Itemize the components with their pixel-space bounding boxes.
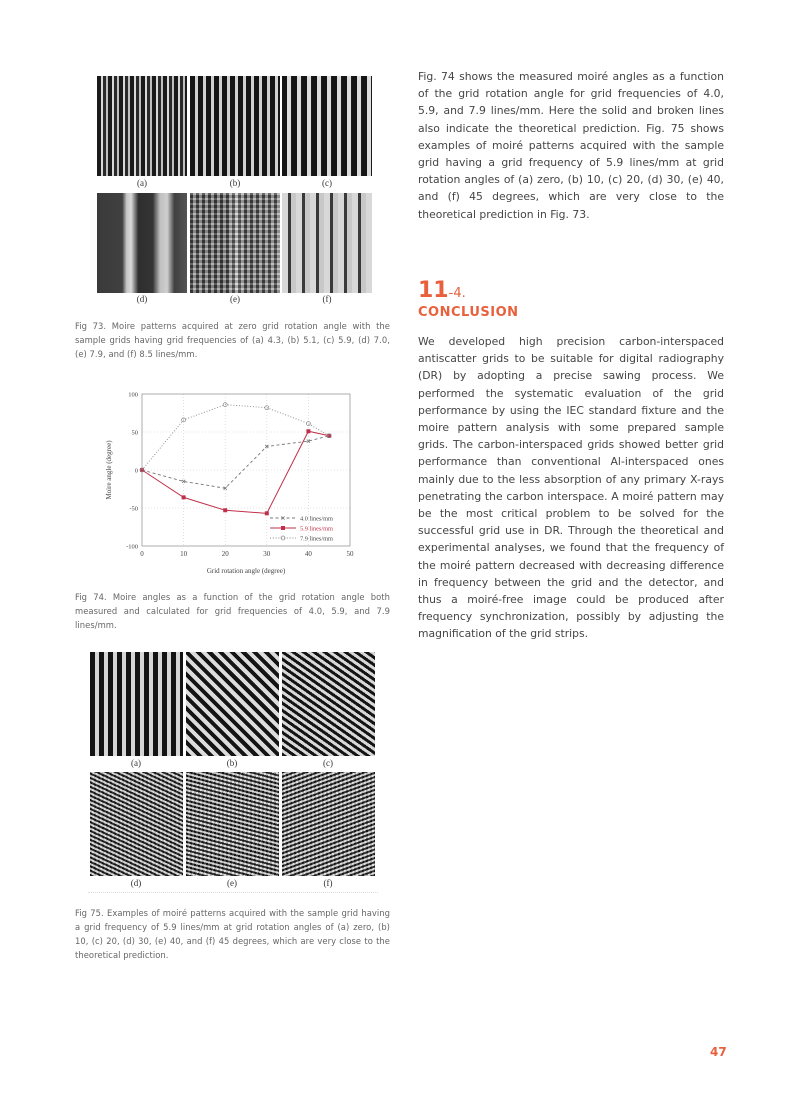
- x-tick-label: 20: [221, 550, 229, 558]
- y-tick-label: 50: [131, 429, 138, 437]
- data-point: [306, 429, 310, 433]
- fig73-image-a: [97, 76, 187, 176]
- fig75-image-e: [186, 772, 279, 876]
- page-number: 47: [710, 1045, 727, 1059]
- legend-label: 4.0 lines/mm: [300, 515, 333, 523]
- section-number-major: 11: [418, 278, 449, 303]
- fig75-image-c: [282, 652, 375, 756]
- legend-item: [270, 526, 333, 533]
- x-tick-label: 0: [140, 550, 144, 558]
- series-line: [142, 405, 329, 470]
- fig73-sublabel-e: (e): [230, 294, 240, 304]
- y-tick-label: 100: [128, 391, 138, 399]
- fig75-image-f: [282, 772, 375, 876]
- legend-item: [270, 536, 333, 543]
- fig73-image-b: [190, 76, 280, 176]
- data-point: [223, 508, 227, 512]
- fig75-image-d: [90, 772, 183, 876]
- section-heading: [418, 280, 519, 321]
- fig74-caption: Fig 74. Moire angles as a function of the grid rotation angle both measured and calculated for grid frequencies of 4.0, 5.9, and 7.9 lines/mm.: [75, 592, 390, 630]
- data-point: [265, 511, 269, 515]
- section-number-minor: -4.: [448, 286, 466, 301]
- legend-label: 7.9 lines/mm: [300, 535, 333, 543]
- legend-label: 5.9 lines/mm: [300, 525, 333, 533]
- fig73-image-d: [97, 193, 187, 293]
- fig73-image-c: [282, 76, 372, 176]
- y-axis-label: Moire angle (degree): [105, 440, 113, 500]
- fig75-sublabel-b: (b): [226, 758, 238, 768]
- x-tick-label: 30: [263, 550, 271, 558]
- y-tick-label: 0: [134, 467, 138, 475]
- x-tick-label: 10: [180, 550, 188, 558]
- fig75-image-a: [90, 652, 183, 756]
- data-point: [182, 495, 186, 499]
- fig74-chart: [100, 385, 380, 580]
- fig75-sublabel-c: (c): [323, 758, 333, 768]
- x-tick-label: 40: [304, 550, 312, 558]
- fig73-sublabel-a: (a): [137, 178, 147, 188]
- divider: [88, 892, 378, 893]
- fig73-sublabel-c: (c): [322, 178, 332, 188]
- series-5-9-lines-mm: [140, 429, 331, 515]
- y-tick-label: -50: [129, 505, 138, 513]
- fig75-sublabel-d: (d): [130, 878, 142, 888]
- fig75-caption: Fig 75. Examples of moiré patterns acquired with the sample grid having a grid frequency of 5.9 lines/mm at grid rotation angles of (a) zero, (b) 10, (c) 20, (d) 30, (e) 40, and (f) 45 degrees, which are very close to the theoretical prediction.: [75, 908, 390, 960]
- y-tick-label: -100: [126, 543, 138, 551]
- fig73-sublabel-d: (d): [136, 294, 148, 304]
- chart-series: [140, 403, 331, 516]
- fig73-sublabel-f: (f): [322, 294, 332, 304]
- fig73-image-e: [190, 193, 280, 293]
- x-axis-label: Grid rotation angle (degree): [206, 567, 286, 575]
- fig73-sublabel-b: (b): [229, 178, 241, 188]
- series-line: [142, 436, 329, 488]
- data-point: [306, 422, 310, 426]
- fig75-image-b: [186, 652, 279, 756]
- series-line: [142, 431, 329, 513]
- series-7-9-lines-mm: [140, 403, 331, 472]
- conclusion-paragraph: We developed high precision carbon-interspaced antiscatter grids to be suitable for digital radiography (DR) by adopting a precise sawing process. We performed the systematic evaluation of the grid performance by using the IEC standard fixture and the moire pattern analysis with some prepared sample grids. The carbon-interspaced grids showed better grid performance than conventional Al-interspaced ones mainly due to the less absorption of any primary X-rays penetrating the carbon interspace. A moiré pattern may be the most critical problem to be solved for the successful grid use in DR. Through the theoretical and experimental analyses, we found that the frequency of the moiré pattern decreased with decreasing difference in frequency between the grid and the detector, and thus a moiré-free image could be produced after frequency synchronization, possibly by adjusting the magnification of the grid strips.: [418, 335, 724, 641]
- fig73-image-f: [282, 193, 372, 293]
- plot-frame: [142, 394, 350, 546]
- intro-paragraph: Fig. 74 shows the measured moiré angles as a function of the grid rotation angle for grid frequencies of 4.0, 5.9, and 7.9 lines/mm. Here the solid and broken lines also indicate the theoretical prediction. Fig. 75 shows examples of moiré patterns acquired with the sample grid having a grid frequency of 5.9 lines/mm at grid rotation angles of (a) zero, (b) 10, (c) 20, (d) 30, (e) 40, and (f) 45 degrees, which are very close to the theoretical prediction in Fig. 73.: [418, 70, 724, 221]
- fig75-sublabel-e: (e): [227, 878, 237, 888]
- chart-legend: [270, 516, 333, 543]
- legend-marker: [281, 526, 285, 530]
- x-tick-label: 50: [346, 550, 354, 558]
- fig75-sublabel-f: (f): [323, 878, 333, 888]
- legend-item: [270, 516, 333, 523]
- fig75-sublabel-a: (a): [131, 758, 141, 768]
- chart-grid: [142, 394, 350, 546]
- section-title: CONCLUSION: [418, 305, 519, 320]
- fig73-caption: Fig 73. Moire patterns acquired at zero grid rotation angle with the sample grids having grid frequencies of (a) 4.3, (b) 5.1, (c) 5.9, (d) 7.0, (e) 7.9, and (f) 8.5 lines/mm.: [75, 321, 390, 359]
